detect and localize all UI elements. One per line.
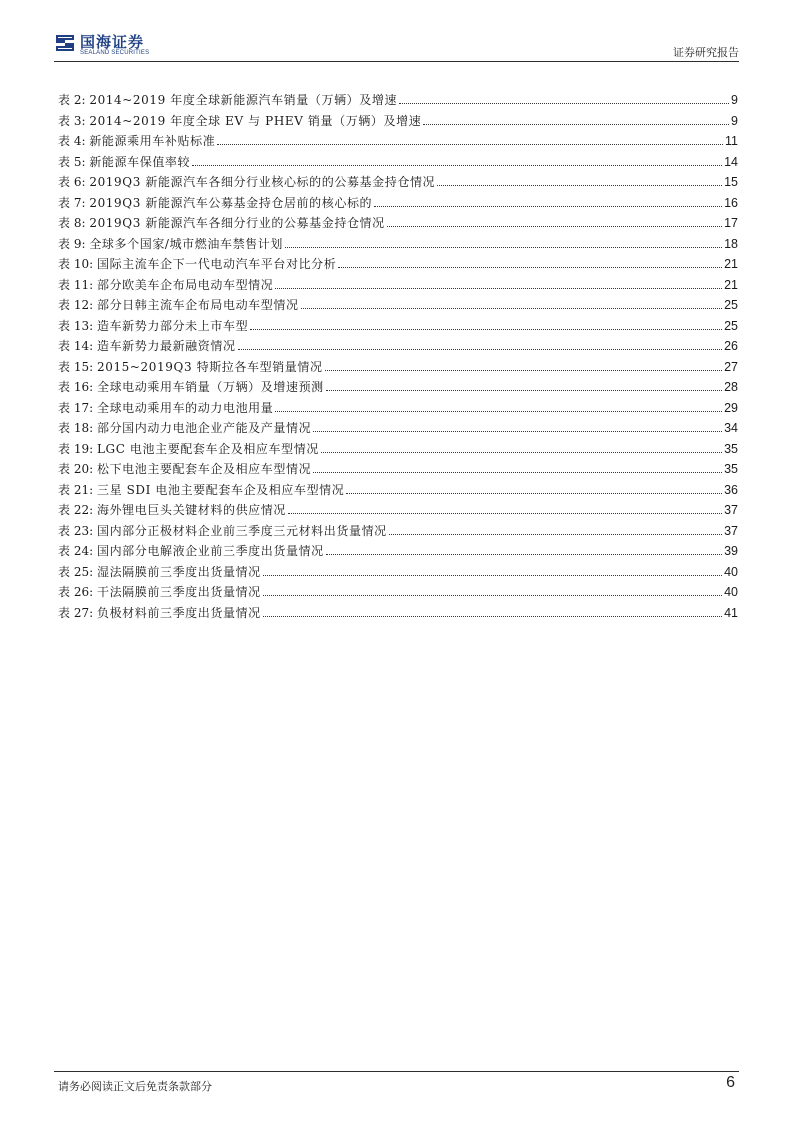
toc-entry-title: 国内部分正极材料企业前三季度三元材料出货量情况 xyxy=(96,523,387,538)
toc-entry-label: 表 27: xyxy=(58,605,94,620)
toc-entry-label: 表 6: xyxy=(58,175,86,189)
toc-entry[interactable] xyxy=(58,541,738,562)
toc-entry[interactable] xyxy=(58,90,738,111)
header-divider xyxy=(54,61,739,62)
toc-dot-leader xyxy=(387,225,722,227)
toc-entry-label: 表 3: xyxy=(58,113,86,128)
toc-dot-leader xyxy=(326,389,722,391)
toc-dot-leader xyxy=(338,266,722,268)
toc-entry-label: 表 11: xyxy=(58,277,94,292)
toc-entry-label: 表 4: xyxy=(58,134,86,148)
footer-divider xyxy=(54,1071,739,1072)
toc-entry-label: 表 12: xyxy=(58,298,94,312)
toc-entry-label: 表 8: xyxy=(58,216,86,230)
toc-entry-title: 部分欧美车企布局电动车型情况 xyxy=(96,277,274,292)
toc-entry[interactable] xyxy=(58,418,738,439)
toc-dot-leader xyxy=(399,102,729,104)
toc-entry-label: 表 5: xyxy=(58,154,86,169)
toc-entry[interactable] xyxy=(58,234,738,255)
toc-entry-label: 表 21: xyxy=(58,482,94,497)
toc-dot-leader xyxy=(263,574,722,576)
toc-entry-page: 37 xyxy=(724,503,738,517)
toc-entry-title: 2014~2019 年度全球 EV 与 PHEV 销量（万辆）及增速 xyxy=(89,113,422,128)
toc-entry-page: 27 xyxy=(724,359,738,374)
toc-dot-leader xyxy=(275,287,722,289)
toc-dot-leader xyxy=(326,553,722,555)
toc-entry-title: 三星 SDI 电池主要配套车企及相应车型情况 xyxy=(96,482,345,497)
toc-entry-page: 25 xyxy=(724,318,738,333)
toc-entry-page: 15 xyxy=(724,175,738,189)
toc-entry-label: 表 26: xyxy=(58,585,94,599)
toc-entry[interactable] xyxy=(58,500,738,521)
page-header xyxy=(54,30,739,60)
toc-entry-label: 表 7: xyxy=(58,195,86,210)
toc-entry-page: 11 xyxy=(725,134,738,148)
toc-entry-page: 37 xyxy=(724,523,738,538)
toc-entry-title: 国际主流车企下一代电动汽车平台对比分析 xyxy=(96,257,337,271)
toc-entry[interactable] xyxy=(58,275,738,296)
toc-entry-page: 36 xyxy=(724,482,738,497)
toc-entry-page: 35 xyxy=(724,441,738,456)
toc-entry-label: 表 23: xyxy=(58,523,94,538)
toc-entry-label: 表 18: xyxy=(58,421,94,435)
toc-entry-page: 39 xyxy=(724,544,738,558)
toc-entry-label: 表 9: xyxy=(58,236,86,251)
toc-entry[interactable] xyxy=(58,254,738,275)
toc-entry[interactable] xyxy=(58,172,738,193)
toc-entry-title: 部分日韩主流车企布局电动车型情况 xyxy=(96,298,299,312)
toc-dot-leader xyxy=(275,410,722,412)
toc-entry-label: 表 2: xyxy=(58,93,86,107)
toc-dot-leader xyxy=(325,369,723,371)
sealand-logo-icon xyxy=(54,32,76,54)
toc-entry[interactable] xyxy=(58,295,738,316)
toc-entry[interactable] xyxy=(58,213,738,234)
toc-entry-label: 表 22: xyxy=(58,503,94,517)
toc-dot-leader xyxy=(238,348,723,350)
toc-entry-page: 40 xyxy=(724,585,738,599)
toc-dot-leader xyxy=(250,328,722,330)
toc-entry-title: 国内部分电解液企业前三季度出货量情况 xyxy=(96,544,324,558)
toc-dot-leader xyxy=(192,164,722,166)
toc-entry-title: 全球电动乘用车销量（万辆）及增速预测 xyxy=(96,380,324,394)
toc-entry-page: 25 xyxy=(724,298,738,312)
toc-entry-page: 34 xyxy=(724,421,738,435)
toc-entry-title: 全球多个国家/城市燃油车禁售计划 xyxy=(89,236,283,251)
toc-entry-label: 表 20: xyxy=(58,462,94,476)
disclaimer-note: 请务必阅读正文后免责条款部分 xyxy=(58,1080,212,1093)
document-type: 证券研究报告 xyxy=(673,46,739,59)
toc-entry[interactable] xyxy=(58,398,738,419)
page-number: 6 xyxy=(726,1074,735,1091)
toc-dot-leader xyxy=(346,492,722,494)
toc-entry-page: 16 xyxy=(724,195,738,210)
toc-entry-title: 新能源车保值率较 xyxy=(89,154,191,169)
toc-dot-leader xyxy=(263,615,722,617)
toc-entry-page: 21 xyxy=(724,277,738,292)
toc-dot-leader xyxy=(301,307,723,309)
toc-dot-leader xyxy=(374,205,722,207)
toc-entry-label: 表 14: xyxy=(58,339,94,353)
toc-entry-title: 全球电动乘用车的动力电池用量 xyxy=(96,400,274,415)
toc-entry-title: 造车新势力最新融资情况 xyxy=(96,339,236,353)
toc-entry-title: 负极材料前三季度出货量情况 xyxy=(96,605,261,620)
toc-entry-title: 松下电池主要配套车企及相应车型情况 xyxy=(96,462,312,476)
toc-entry-label: 表 19: xyxy=(58,441,94,456)
toc-entry-page: 41 xyxy=(724,605,738,620)
toc-entry-page: 17 xyxy=(724,216,738,230)
toc-entry-label: 表 10: xyxy=(58,257,94,271)
toc-entry[interactable] xyxy=(58,459,738,480)
toc-entry-title: 造车新势力部分未上市车型 xyxy=(96,318,249,333)
toc-dot-leader xyxy=(263,594,722,596)
toc-entry[interactable] xyxy=(58,357,738,378)
toc-dot-leader xyxy=(313,430,722,432)
toc-entry-title: 2019Q3 新能源汽车各细分行业的公募基金持仓情况 xyxy=(89,216,385,230)
toc-entry[interactable] xyxy=(58,582,738,603)
toc-entry[interactable] xyxy=(58,131,738,152)
table-of-tables xyxy=(58,90,738,623)
toc-entry-title: 部分国内动力电池企业产能及产量情况 xyxy=(96,421,312,435)
toc-dot-leader xyxy=(217,143,723,145)
toc-entry-title: 2014~2019 年度全球新能源汽车销量（万辆）及增速 xyxy=(89,93,398,107)
toc-entry-title: 新能源乘用车补贴标准 xyxy=(89,134,216,148)
toc-entry[interactable] xyxy=(58,562,738,583)
toc-dot-leader xyxy=(288,512,722,514)
toc-entry[interactable] xyxy=(58,439,738,460)
toc-entry-label: 表 24: xyxy=(58,544,94,558)
toc-entry-title: 2019Q3 新能源汽车公募基金持仓居前的核心标的 xyxy=(89,195,373,210)
toc-entry-label: 表 17: xyxy=(58,400,94,415)
toc-entry[interactable] xyxy=(58,193,738,214)
toc-entry-label: 表 16: xyxy=(58,380,94,394)
toc-entry[interactable] xyxy=(58,316,738,337)
toc-entry[interactable] xyxy=(58,336,738,357)
toc-entry-title: LGC 电池主要配套车企及相应车型情况 xyxy=(96,441,319,456)
toc-entry-title: 海外锂电巨头关键材料的供应情况 xyxy=(96,503,286,517)
toc-dot-leader xyxy=(285,246,722,248)
logo-chinese-name: 国海证券 xyxy=(80,33,145,51)
toc-entry[interactable] xyxy=(58,480,738,501)
toc-entry-page: 29 xyxy=(724,400,738,415)
toc-entry-title: 湿法隔膜前三季度出货量情况 xyxy=(96,564,261,579)
toc-entry[interactable] xyxy=(58,111,738,132)
toc-entry-page: 21 xyxy=(724,257,738,271)
toc-entry[interactable] xyxy=(58,377,738,398)
toc-entry-page: 35 xyxy=(724,462,738,476)
toc-entry-title: 干法隔膜前三季度出货量情况 xyxy=(96,585,261,599)
toc-entry-label: 表 13: xyxy=(58,318,94,333)
toc-entry-page: 28 xyxy=(724,380,738,394)
toc-dot-leader xyxy=(313,471,722,473)
toc-entry-page: 40 xyxy=(724,564,738,579)
toc-dot-leader xyxy=(437,184,722,186)
toc-entry-page: 14 xyxy=(724,154,738,169)
toc-entry[interactable] xyxy=(58,603,738,624)
toc-dot-leader xyxy=(321,451,722,453)
toc-entry-page: 18 xyxy=(724,236,738,251)
toc-entry-page: 9 xyxy=(731,93,738,107)
toc-entry[interactable] xyxy=(58,521,738,542)
toc-dot-leader xyxy=(423,123,729,125)
logo-english-name: SEALAND SECURITIES xyxy=(80,50,150,56)
toc-entry[interactable] xyxy=(58,152,738,173)
toc-entry-title: 2019Q3 新能源汽车各细分行业核心标的的公募基金持仓情况 xyxy=(89,175,436,189)
toc-entry-label: 表 15: xyxy=(58,359,94,374)
toc-dot-leader xyxy=(389,533,722,535)
toc-entry-title: 2015~2019Q3 特斯拉各车型销量情况 xyxy=(96,359,323,374)
toc-entry-page: 9 xyxy=(731,113,738,128)
toc-entry-page: 26 xyxy=(724,339,738,353)
toc-entry-label: 表 25: xyxy=(58,564,94,579)
